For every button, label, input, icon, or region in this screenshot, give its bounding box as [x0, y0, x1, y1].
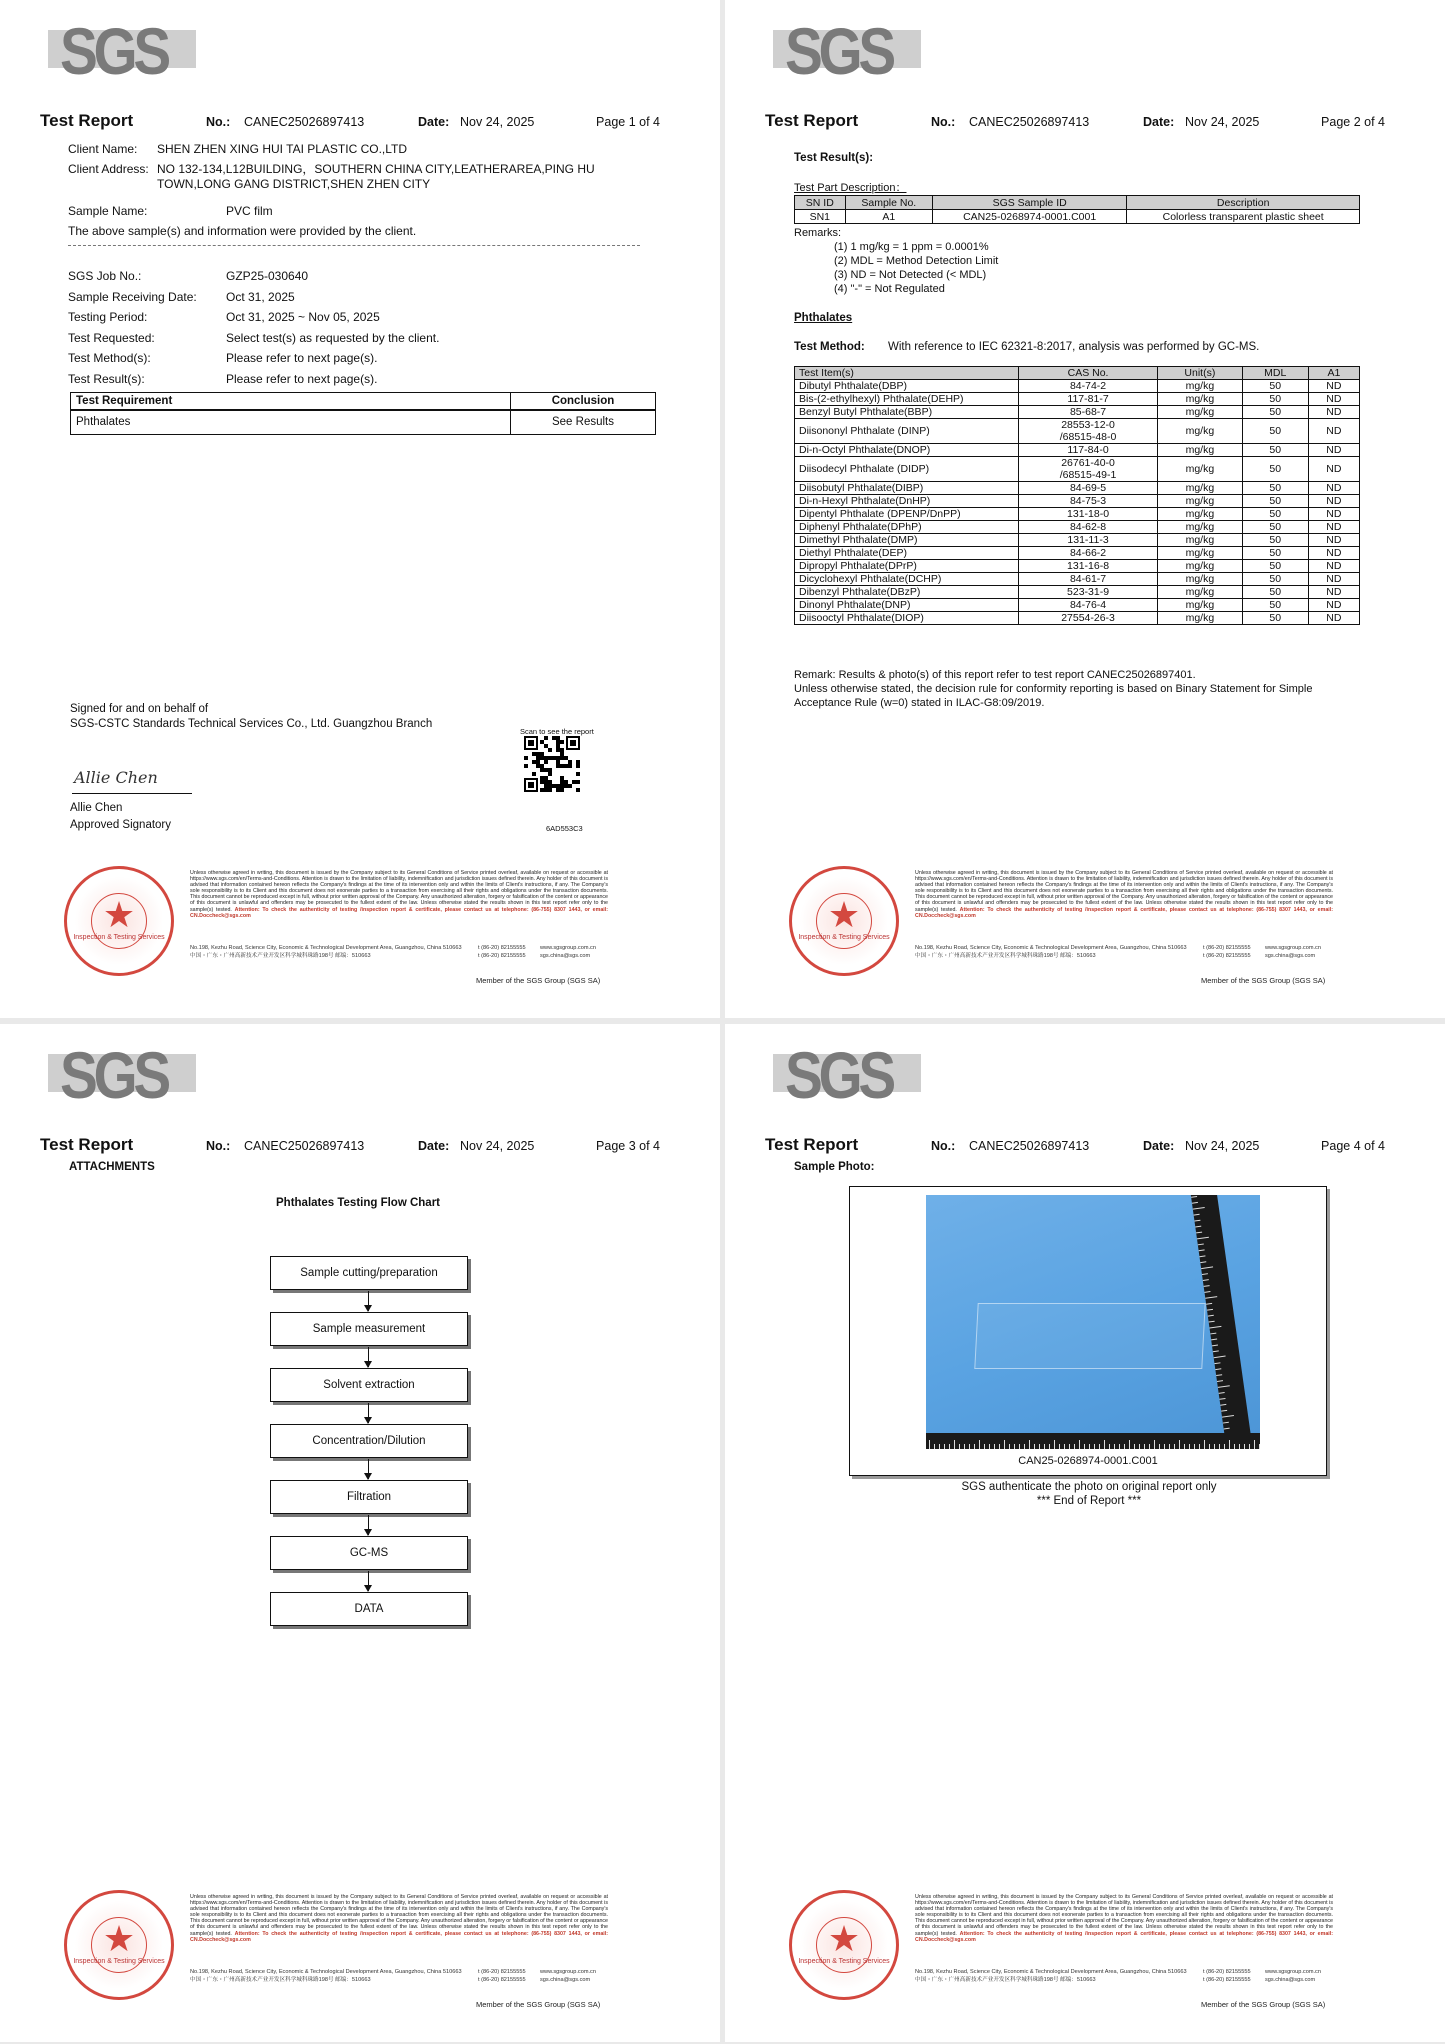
- a1-result-cell: ND: [1308, 406, 1359, 419]
- conclusion-cell: See Results: [511, 410, 656, 434]
- remark-2: (2) MDL = Method Detection Limit: [834, 255, 999, 267]
- address-block: No.198, Kezhu Road, Science City, Economic & Technological Development Area, Guangzhou, China 510663 t (86-20) 82155555 www.sgsgroup.com.cn 中国・广东・广州高新技术产业开发区科学城科珠路198号 邮编：510663 t (86-20) 82155555 sgs.china@sgs.com: [915, 945, 1321, 959]
- flow-arrow: [368, 1291, 369, 1311]
- a1-result-cell: ND: [1308, 560, 1359, 573]
- flow-step: Concentration/Dilution: [270, 1424, 468, 1458]
- legal-text: Unless otherwise agreed in writing, this document is issued by the Company subject to its General Conditions of Service printed overleaf, available on request or accessible at https://www.sgs.com/en/Terms-and-Conditions. Attention is drawn to the limitation of liability, indemnification and jurisdiction issues defined therein. Any holder of this document is advised that information contained hereon reflects the Company's findings at the time of its intervention only and within the limits of Client's instructions, if any. The Company's sole responsibility is to its Client and this document does not exonerate parties to a transaction from exercising all their rights and obligations under the transaction documents. This document cannot be reproduced except in full, without prior written approval of the Company. Any unauthorized alteration, forgery or falsification of the content or appearance of this document is unlawful and offenders may be prosecuted to the fullest extent of the law. Unless otherwise stated the results shown in this test report refer only to the sample(s) tested. Attention: To check the authenticity of testing /inspection report & certificate, please contact us at telephone: (86-755) 8307 1443, or email: CN.Doccheck@sgs.com: [915, 1894, 1333, 1943]
- attachments-heading: ATTACHMENTS: [69, 1161, 155, 1173]
- remark-3: (3) ND = Not Detected (< MDL): [834, 269, 987, 281]
- test-result-label: Test Result(s):: [68, 372, 145, 386]
- test-item-cell: Bis-(2-ethylhexyl) Phthalate(DEHP): [795, 393, 1019, 406]
- signature: Allie Chen: [74, 768, 158, 787]
- page-number: Page 4 of 4: [1321, 1139, 1385, 1153]
- a1-result-cell: ND: [1308, 495, 1359, 508]
- cell-sgs-sample-id: CAN25-0268974-0001.C001: [932, 210, 1126, 224]
- unit-cell: mg/kg: [1158, 457, 1243, 482]
- test-item-cell: Diisodecyl Phthalate (DIDP): [795, 457, 1019, 482]
- client-name-label: Client Name:: [68, 142, 138, 156]
- table-row: [795, 482, 1360, 495]
- a1-result-cell: ND: [1308, 612, 1359, 625]
- test-item-cell: Di-n-Octyl Phthalate(DNOP): [795, 444, 1019, 457]
- mdl-cell: 50: [1242, 406, 1308, 419]
- report-date: Nov 24, 2025: [460, 115, 535, 129]
- table-row: [795, 547, 1360, 560]
- unit-cell: mg/kg: [1158, 560, 1243, 573]
- page-number: Page 1 of 4: [596, 115, 660, 129]
- result-remark-2: Unless otherwise stated, the decision rule for conformity reporting is based on Binary Statement for Simple: [794, 683, 1313, 695]
- cas-no-cell: 84-66-2: [1019, 547, 1158, 560]
- report-no-label: No.:: [206, 1139, 231, 1153]
- qr-code-id: 6AD553C3: [546, 824, 583, 833]
- table-row: [795, 534, 1360, 547]
- a1-result-cell: ND: [1308, 599, 1359, 612]
- address-block: No.198, Kezhu Road, Science City, Economic & Technological Development Area, Guangzhou, China 510663 t (86-20) 82155555 www.sgsgroup.com.cn 中国・广东・广州高新技术产业开发区科学城科珠路198号 邮编：510663 t (86-20) 82155555 sgs.china@sgs.com: [190, 1969, 596, 1983]
- member-note: Member of the SGS Group (SGS SA): [476, 2000, 601, 2009]
- report-date-label: Date:: [1143, 1139, 1175, 1153]
- member-note: Member of the SGS Group (SGS SA): [1201, 2000, 1326, 2009]
- unit-cell: mg/kg: [1158, 406, 1243, 419]
- phthalates-table: [794, 366, 1360, 625]
- cell-sn-id: SN1: [795, 210, 846, 224]
- a1-result-cell: ND: [1308, 586, 1359, 599]
- table-row: [795, 444, 1360, 457]
- cas-no-cell: 84-62-8: [1019, 521, 1158, 534]
- test-item-cell: Diisobutyl Phthalate(DIBP): [795, 482, 1019, 495]
- col-cas-no: CAS No.: [1019, 367, 1158, 380]
- report-title: Test Report: [40, 111, 134, 130]
- remark-1: (1) 1 mg/kg = 1 ppm = 0.0001%: [834, 241, 989, 253]
- test-item-cell: Di-n-Hexyl Phthalate(DnHP): [795, 495, 1019, 508]
- a1-result-cell: ND: [1308, 547, 1359, 560]
- report-no: CANEC25026897413: [969, 115, 1090, 129]
- testing-period: Oct 31, 2025 ~ Nov 05, 2025: [226, 310, 380, 324]
- report-date-label: Date:: [1143, 115, 1175, 129]
- unit-cell: mg/kg: [1158, 380, 1243, 393]
- col-test-item: Test Item(s): [795, 367, 1019, 380]
- report-no-label: No.:: [206, 115, 231, 129]
- test-part-description: Test Part Description：: [794, 182, 907, 194]
- col-sample-no: Sample No.: [845, 196, 932, 210]
- sgs-seal-stamp: ★ Inspection & Testing Services: [789, 1890, 899, 2000]
- scan-label: Scan to see the report: [520, 727, 594, 736]
- sample-photo[interactable]: [926, 1195, 1260, 1449]
- cas-no-cell: 85-68-7: [1019, 406, 1158, 419]
- mdl-cell: 50: [1242, 534, 1308, 547]
- table-row: [795, 586, 1360, 599]
- signature-line: [72, 793, 192, 794]
- report-date: Nov 24, 2025: [1185, 1139, 1260, 1153]
- client-address-line-1: NO 132-134,L12BUILDING，SOUTHERN CHINA CITY,LEATHERAREA,PING HU: [157, 162, 595, 176]
- dashed-divider: [68, 245, 640, 246]
- receiving-date-label: Sample Receiving Date:: [68, 290, 197, 304]
- test-requested-label: Test Requested:: [68, 331, 155, 345]
- report-page-4: [725, 1024, 1445, 2042]
- sample-name-label: Sample Name:: [68, 204, 148, 218]
- page-number: Page 2 of 4: [1321, 115, 1385, 129]
- cas-no-cell: 84-74-2: [1019, 380, 1158, 393]
- mdl-cell: 50: [1242, 612, 1308, 625]
- page-footer: [64, 1890, 650, 2022]
- cas-no-cell: 28553-12-0 /68515-48-0: [1019, 419, 1158, 444]
- conclusion-header: Conclusion: [511, 393, 656, 411]
- cas-no-cell: 131-18-0: [1019, 508, 1158, 521]
- signed-line-1: Signed for and on behalf of: [70, 703, 209, 715]
- report-title: Test Report: [40, 1135, 134, 1154]
- legal-text: Unless otherwise agreed in writing, this document is issued by the Company subject to its General Conditions of Service printed overleaf, available on request or accessible at https://www.sgs.com/en/Terms-and-Conditions. Attention is drawn to the limitation of liability, indemnification and jurisdiction issues defined therein. Any holder of this document is advised that information contained hereon reflects the Company's findings at the time of its intervention only and within the limits of Client's instructions, if any. The Company's sole responsibility is to its Client and this document does not exonerate parties to a transaction from exercising all their rights and obligations under the transaction documents. This document cannot be reproduced except in full, without prior written approval of the Company. Any unauthorized alteration, forgery or falsification of the content or appearance of this document is unlawful and offenders may be prosecuted to the fullest extent of the law. Unless otherwise stated the results shown in this test report refer only to the sample(s) tested. Attention: To check the authenticity of testing /inspection report & certificate, please contact us at telephone: (86-755) 8307 1443, or email: CN.Doccheck@sgs.com: [190, 870, 608, 919]
- address-block: No.198, Kezhu Road, Science City, Economic & Technological Development Area, Guangzhou, China 510663 t (86-20) 82155555 www.sgsgroup.com.cn 中国・广东・广州高新技术产业开发区科学城科珠路198号 邮编：510663 t (86-20) 82155555 sgs.china@sgs.com: [915, 1969, 1321, 1983]
- member-note: Member of the SGS Group (SGS SA): [1201, 976, 1326, 985]
- table-row: [795, 521, 1360, 534]
- cas-no-cell: 117-84-0: [1019, 444, 1158, 457]
- page-footer: [64, 866, 650, 998]
- sgs-logo: SGS: [48, 22, 196, 84]
- report-page-3: [0, 1024, 720, 2042]
- a1-result-cell: ND: [1308, 457, 1359, 482]
- report-date-label: Date:: [418, 1139, 450, 1153]
- remark-4: (4) "-" = Not Regulated: [834, 283, 945, 295]
- test-item-cell: Diethyl Phthalate(DEP): [795, 547, 1019, 560]
- report-no: CANEC25026897413: [244, 115, 365, 129]
- test-item-cell: Dibutyl Phthalate(DBP): [795, 380, 1019, 393]
- table-row: [795, 419, 1360, 444]
- method-text: With reference to IEC 62321-8:2017, analysis was performed by GC-MS.: [888, 341, 1260, 353]
- cas-no-cell: 27554-26-3: [1019, 612, 1158, 625]
- client-name: SHEN ZHEN XING HUI TAI PLASTIC CO.,LTD: [157, 142, 408, 156]
- table-row: [795, 457, 1360, 482]
- flow-step: GC-MS: [270, 1536, 468, 1570]
- result-remark-3: Acceptance Rule (w=0) stated in ILAC-G8:09/2019.: [794, 697, 1045, 709]
- mdl-cell: 50: [1242, 482, 1308, 495]
- result-remark-1: Remark: Results & photo(s) of this report refer to test report CANEC25026897401.: [794, 669, 1196, 681]
- test-item-cell: Diisononyl Phthalate (DINP): [795, 419, 1019, 444]
- unit-cell: mg/kg: [1158, 573, 1243, 586]
- unit-cell: mg/kg: [1158, 534, 1243, 547]
- col-description: Description: [1127, 196, 1360, 210]
- report-no-label: No.:: [931, 1139, 956, 1153]
- sgs-seal-stamp: ★ Inspection & Testing Services: [64, 1890, 174, 2000]
- signer-title: Approved Signatory: [70, 819, 172, 831]
- bottom-ruler: [926, 1433, 1260, 1449]
- a1-result-cell: ND: [1308, 573, 1359, 586]
- cas-no-cell: 131-11-3: [1019, 534, 1158, 547]
- flow-step: Sample cutting/preparation: [270, 1256, 468, 1290]
- table-row: [795, 560, 1360, 573]
- col-sn-id: SN ID: [795, 196, 846, 210]
- sgs-logo: SGS: [773, 1046, 921, 1108]
- signed-line-2: SGS-CSTC Standards Technical Services Co., Ltd. Guangzhou Branch: [70, 718, 433, 730]
- test-item-cell: Diphenyl Phthalate(DPhP): [795, 521, 1019, 534]
- flow-arrow: [368, 1347, 369, 1367]
- flow-chart-title: Phthalates Testing Flow Chart: [276, 1197, 440, 1209]
- cell-description: Colorless transparent plastic sheet: [1127, 210, 1360, 224]
- report-no-label: No.:: [931, 115, 956, 129]
- mdl-cell: 50: [1242, 521, 1308, 534]
- table-row: [795, 508, 1360, 521]
- flow-arrow: [368, 1571, 369, 1591]
- cell-sample-no: A1: [845, 210, 932, 224]
- page-number: Page 3 of 4: [596, 1139, 660, 1153]
- a1-result-cell: ND: [1308, 393, 1359, 406]
- test-item-cell: Diisooctyl Phthalate(DIOP): [795, 612, 1019, 625]
- member-note: Member of the SGS Group (SGS SA): [476, 976, 601, 985]
- page-footer: [789, 1890, 1375, 2022]
- mdl-cell: 50: [1242, 444, 1308, 457]
- sgs-logo: SGS: [48, 1046, 196, 1108]
- test-item-cell: Dibenzyl Phthalate(DBzP): [795, 586, 1019, 599]
- a1-result-cell: ND: [1308, 419, 1359, 444]
- unit-cell: mg/kg: [1158, 495, 1243, 508]
- flow-step: Sample measurement: [270, 1312, 468, 1346]
- report-header: [40, 112, 680, 132]
- a1-result-cell: ND: [1308, 534, 1359, 547]
- table-row: [795, 406, 1360, 419]
- legal-text: Unless otherwise agreed in writing, this document is issued by the Company subject to its General Conditions of Service printed overleaf, available on request or accessible at https://www.sgs.com/en/Terms-and-Conditions. Attention is drawn to the limitation of liability, indemnification and jurisdiction issues defined therein. Any holder of this document is advised that information contained hereon reflects the Company's findings at the time of its intervention only and within the limits of Client's instructions, if any. The Company's sole responsibility is to its Client and this document does not exonerate parties to a transaction from exercising all their rights and obligations under the transaction documents. This document cannot be reproduced except in full, without prior written approval of the Company. Any unauthorized alteration, forgery or falsification of the content or appearance of this document is unlawful and offenders may be prosecuted to the fullest extent of the law. Unless otherwise stated the results shown in this test report refer only to the sample(s) tested. Attention: To check the authenticity of testing /inspection report & certificate, please contact us at telephone: (86-755) 8307 1443, or email: CN.Doccheck@sgs.com: [190, 1894, 608, 1943]
- test-item-cell: Dipropyl Phthalate(DPrP): [795, 560, 1019, 573]
- col-units: Unit(s): [1158, 367, 1243, 380]
- test-result: Please refer to next page(s).: [226, 372, 378, 386]
- unit-cell: mg/kg: [1158, 508, 1243, 521]
- report-date: Nov 24, 2025: [1185, 115, 1260, 129]
- cas-no-cell: 523-31-9: [1019, 586, 1158, 599]
- phthalates-table-body: [795, 380, 1360, 625]
- legal-text: Unless otherwise agreed in writing, this document is issued by the Company subject to its General Conditions of Service printed overleaf, available on request or accessible at https://www.sgs.com/en/Terms-and-Conditions. Attention is drawn to the limitation of liability, indemnification and jurisdiction issues defined therein. Any holder of this document is advised that information contained hereon reflects the Company's findings at the time of its intervention only and within the limits of Client's instructions, if any. The Company's sole responsibility is to its Client and this document does not exonerate parties to a transaction from exercising all their rights and obligations under the transaction documents. This document cannot be reproduced except in full, without prior written approval of the Company. Any unauthorized alteration, forgery or falsification of the content or appearance of this document is unlawful and offenders may be prosecuted to the fullest extent of the law. Unless otherwise stated the results shown in this test report refer only to the sample(s) tested. Attention: To check the authenticity of testing /inspection report & certificate, please contact us at telephone: (86-755) 8307 1443, or email: CN.Doccheck@sgs.com: [915, 870, 1333, 919]
- cas-no-cell: 26761-40-0 /68515-49-1: [1019, 457, 1158, 482]
- test-results-heading: Test Result(s):: [794, 152, 874, 164]
- unit-cell: mg/kg: [1158, 444, 1243, 457]
- col-sgs-sample-id: SGS Sample ID: [932, 196, 1126, 210]
- report-no: CANEC25026897413: [969, 1139, 1090, 1153]
- table-row: [795, 599, 1360, 612]
- report-date-label: Date:: [418, 115, 450, 129]
- test-item-cell: Dimethyl Phthalate(DMP): [795, 534, 1019, 547]
- report-no: CANEC25026897413: [244, 1139, 365, 1153]
- report-header: [765, 1136, 1405, 1156]
- test-method: Please refer to next page(s).: [226, 351, 378, 365]
- method-label: Test Method:: [794, 341, 865, 353]
- client-address-label: Client Address:: [68, 162, 149, 176]
- col-a1: A1: [1308, 367, 1359, 380]
- mdl-cell: 50: [1242, 586, 1308, 599]
- signer-name: Allie Chen: [70, 802, 123, 814]
- pvc-film-sample: [974, 1303, 1205, 1369]
- mdl-cell: 50: [1242, 599, 1308, 612]
- test-item-cell: Dipentyl Phthalate (DPENP/DnPP): [795, 508, 1019, 521]
- sgs-seal-stamp: ★ Inspection & Testing Services: [64, 866, 174, 976]
- test-part-table: [794, 195, 1360, 224]
- a1-result-cell: ND: [1308, 508, 1359, 521]
- testing-period-label: Testing Period:: [68, 310, 148, 324]
- report-header: [765, 112, 1405, 132]
- report-title: Test Report: [765, 111, 859, 130]
- cas-no-cell: 84-61-7: [1019, 573, 1158, 586]
- report-page-2: [725, 0, 1445, 1018]
- requirement-header: Test Requirement: [71, 393, 511, 411]
- flow-arrow: [368, 1403, 369, 1423]
- mdl-cell: 50: [1242, 508, 1308, 521]
- address-block: No.198, Kezhu Road, Science City, Economic & Technological Development Area, Guangzhou, China 510663 t (86-20) 82155555 www.sgsgroup.com.cn 中国・广东・广州高新技术产业开发区科学城科珠路198号 邮编：510663 t (86-20) 82155555 sgs.china@sgs.com: [190, 945, 596, 959]
- flow-arrow: [368, 1459, 369, 1479]
- unit-cell: mg/kg: [1158, 482, 1243, 495]
- client-address-line-2: TOWN,LONG GANG DISTRICT,SHEN ZHEN CITY: [157, 177, 431, 191]
- unit-cell: mg/kg: [1158, 599, 1243, 612]
- requirement-table: [70, 392, 656, 435]
- sgs-logo: SGS: [773, 22, 921, 84]
- mdl-cell: 50: [1242, 547, 1308, 560]
- remarks-label: Remarks:: [794, 227, 842, 239]
- test-method-label: Test Method(s):: [68, 351, 151, 365]
- flow-step: DATA: [270, 1592, 468, 1626]
- sample-photo-frame: [849, 1186, 1327, 1476]
- cas-no-cell: 84-75-3: [1019, 495, 1158, 508]
- receiving-date: Oct 31, 2025: [226, 290, 295, 304]
- unit-cell: mg/kg: [1158, 547, 1243, 560]
- mdl-cell: 50: [1242, 560, 1308, 573]
- cas-no-cell: 84-69-5: [1019, 482, 1158, 495]
- section-heading: Phthalates: [794, 312, 853, 324]
- table-row: [795, 380, 1360, 393]
- photo-caption: CAN25-0268974-0001.C001: [1018, 1455, 1158, 1467]
- cas-no-cell: 131-16-8: [1019, 560, 1158, 573]
- cas-no-cell: 117-81-7: [1019, 393, 1158, 406]
- unit-cell: mg/kg: [1158, 419, 1243, 444]
- table-row: [795, 573, 1360, 586]
- unit-cell: mg/kg: [1158, 521, 1243, 534]
- report-title: Test Report: [765, 1135, 859, 1154]
- flow-step: Filtration: [270, 1480, 468, 1514]
- report-page-1: [0, 0, 720, 1018]
- job-no: GZP25-030640: [226, 269, 309, 283]
- mdl-cell: 50: [1242, 457, 1308, 482]
- requirement-cell: Phthalates: [71, 410, 511, 434]
- a1-result-cell: ND: [1308, 482, 1359, 495]
- flow-arrow: [368, 1515, 369, 1535]
- test-requested: Select test(s) as requested by the client.: [226, 331, 440, 345]
- cas-no-cell: 84-76-4: [1019, 599, 1158, 612]
- a1-result-cell: ND: [1308, 521, 1359, 534]
- sample-photo-heading: Sample Photo:: [794, 1161, 875, 1173]
- mdl-cell: 50: [1242, 393, 1308, 406]
- test-item-cell: Benzyl Butyl Phthalate(BBP): [795, 406, 1019, 419]
- flow-step: Solvent extraction: [270, 1368, 468, 1402]
- unit-cell: mg/kg: [1158, 586, 1243, 599]
- qr-code[interactable]: [524, 736, 580, 792]
- unit-cell: mg/kg: [1158, 393, 1243, 406]
- table-row: [795, 393, 1360, 406]
- mdl-cell: 50: [1242, 419, 1308, 444]
- mdl-cell: 50: [1242, 573, 1308, 586]
- table-row: [795, 612, 1360, 625]
- photo-authentication-note: SGS authenticate the photo on original report only: [961, 1481, 1217, 1493]
- test-item-cell: Dinonyl Phthalate(DNP): [795, 599, 1019, 612]
- job-no-label: SGS Job No.:: [68, 269, 142, 283]
- col-mdl: MDL: [1242, 367, 1308, 380]
- provided-note: The above sample(s) and information were provided by the client.: [68, 224, 417, 238]
- sgs-seal-stamp: ★ Inspection & Testing Services: [789, 866, 899, 976]
- table-row: [795, 495, 1360, 508]
- test-item-cell: Dicyclohexyl Phthalate(DCHP): [795, 573, 1019, 586]
- unit-cell: mg/kg: [1158, 612, 1243, 625]
- mdl-cell: 50: [1242, 380, 1308, 393]
- mdl-cell: 50: [1242, 495, 1308, 508]
- sample-name: PVC film: [226, 204, 273, 218]
- end-of-report: *** End of Report ***: [1036, 1495, 1142, 1507]
- page-footer: [789, 866, 1375, 998]
- a1-result-cell: ND: [1308, 444, 1359, 457]
- report-date: Nov 24, 2025: [460, 1139, 535, 1153]
- report-header: [40, 1136, 680, 1156]
- a1-result-cell: ND: [1308, 380, 1359, 393]
